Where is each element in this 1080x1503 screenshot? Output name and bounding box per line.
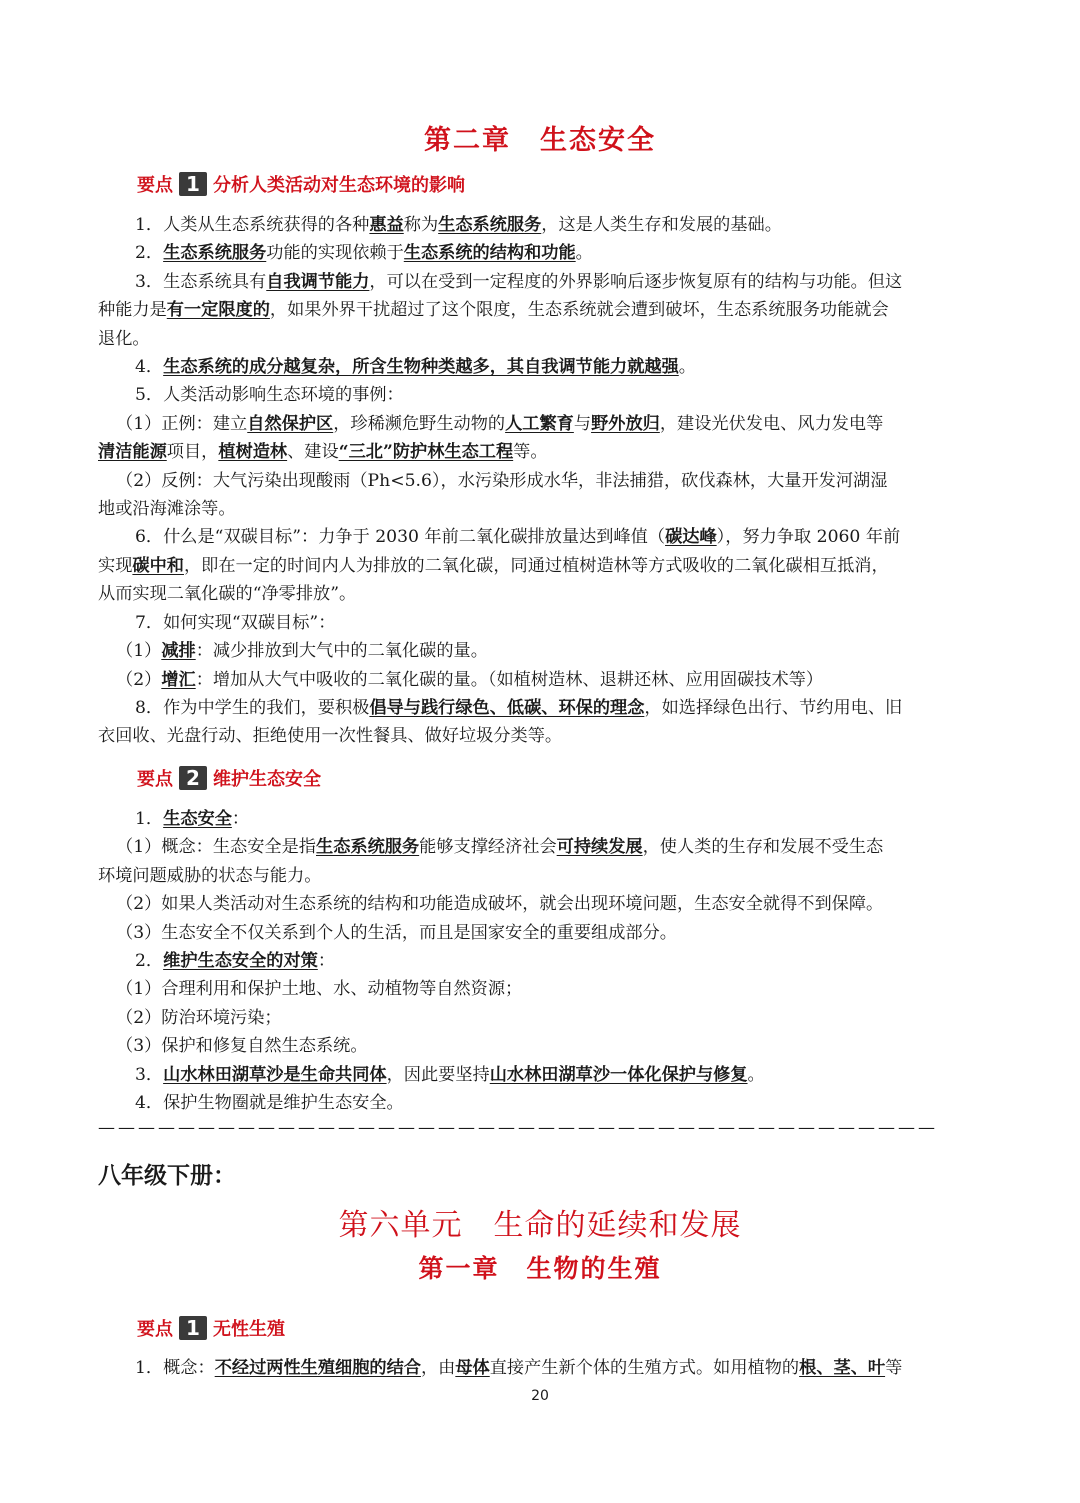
sub-item: （1）概念：生态安全是指生态系统服务能够支撑经济社会可持续发展，使人类的生存和发展不受生态 xyxy=(116,837,884,858)
key-point-header xyxy=(137,1315,285,1341)
grade-heading: 八年级下册： xyxy=(98,1163,236,1189)
page-number: 20 xyxy=(531,1388,549,1404)
paragraph: 7．如何实现“双碳目标”： xyxy=(135,612,336,633)
paragraph-continued: 从而实现二氧化碳的“净零排放”。 xyxy=(98,584,357,605)
section-ecology-impact xyxy=(98,211,988,751)
sub-item: （1）减排：减少排放到大气中的二氧化碳的量。 xyxy=(116,641,488,662)
paragraph: 4．生态系统的成分越复杂，所含生物种类越多，其自我调节能力就越强。 xyxy=(135,357,696,378)
paragraph-continued: 种能力是有一定限度的，如果外界干扰超过了这个限度，生态系统就会遭到破坏，生态系统服务功能就会 xyxy=(98,300,889,321)
chapter-title: 第二章 生态安全 xyxy=(424,125,656,156)
paragraph: 3．山水林田湖草沙是生命共同体，因此要坚持山水林田湖草沙一体化保护与修复。 xyxy=(135,1064,765,1085)
sub-item: （2）反例：大气污染出现酸雨（Ph<5.6），水污染形成水华，非法捕猎，砍伐森林，大量开发河湖湿 xyxy=(116,470,888,491)
paragraph: 5．人类活动影响生态环境的事例： xyxy=(135,385,404,406)
paragraph: 1．生态安全： xyxy=(135,809,250,829)
sub-item-continued: 清洁能源项目，植树造林、建设“三北”防护林生态工程等。 xyxy=(98,442,548,463)
key-point-label: 要点 xyxy=(137,1319,173,1340)
paragraph: 8．作为中学生的我们，要积极倡导与践行绿色、低碳、环保的理念，如选择绿色出行、节约用电、旧 xyxy=(135,697,903,718)
key-point-title: 分析人类活动对生态环境的影响 xyxy=(213,175,465,196)
unit-title: 第六单元 生命的延续和发展 xyxy=(338,1208,742,1243)
paragraph: 3．生态系统具有自我调节能力，可以在受到一定程度的外界影响后逐步恢复原有的结构与功能。但这 xyxy=(135,271,903,292)
key-point-header xyxy=(137,171,465,197)
sub-item: （3）生态安全不仅关系到个人的生活，而且是国家安全的重要组成部分。 xyxy=(116,922,677,943)
paragraph: 1．人类从生态系统获得的各种惠益称为生态系统服务，这是人类生存和发展的基础。 xyxy=(135,215,782,235)
dashed-divider: —————————————————————————————————————————— xyxy=(98,1118,938,1138)
sub-item-continued: 环境问题威胁的状态与能力。 xyxy=(98,865,322,886)
key-point-number-badge: 1 xyxy=(179,1316,207,1340)
sub-item: （2）增汇：增加从大气中吸收的二氧化碳的量。（如植树造林、退耕还林、应用固碳技术等） xyxy=(116,669,824,690)
key-point-header xyxy=(137,765,321,791)
key-point-title: 无性生殖 xyxy=(213,1319,285,1340)
chapter-title: 第一章 生物的生殖 xyxy=(418,1254,662,1283)
paragraph-continued: 衣回收、光盘行动、拒绝使用一次性餐具、做好垃圾分类等。 xyxy=(98,726,563,747)
sub-item: （2）防治环境污染； xyxy=(116,1007,282,1028)
key-point-number-badge: 2 xyxy=(179,766,207,790)
sub-item: （1）合理利用和保护土地、水、动植物等自然资源； xyxy=(116,979,523,1000)
paragraph: 1．概念：不经过两性生殖细胞的结合，由母体直接产生新个体的生殖方式。如用植物的根、茎、叶等 xyxy=(135,1358,903,1378)
sub-item-continued: 地或沿海滩涂等。 xyxy=(98,499,236,520)
sub-item: （2）如果人类活动对生态系统的结构和功能造成破坏，就会出现环境问题，生态安全就得不到保障。 xyxy=(116,894,884,915)
section-asexual-reproduction xyxy=(98,1354,988,1382)
sub-item: （3）保护和修复自然生态系统。 xyxy=(116,1036,368,1057)
section-ecological-security xyxy=(98,805,988,1117)
key-point-label: 要点 xyxy=(137,769,173,790)
paragraph: 2．维护生态安全的对策： xyxy=(135,951,336,972)
key-point-label: 要点 xyxy=(137,175,173,196)
paragraph-continued: 退化。 xyxy=(98,328,150,349)
paragraph: 2．生态系统服务功能的实现依赖于生态系统的结构和功能。 xyxy=(135,243,593,264)
paragraph: 4．保护生物圈就是维护生态安全。 xyxy=(135,1093,404,1114)
paragraph: 6．什么是“双碳目标”：力争于 2030 年前二氧化碳排放量达到峰值（碳达峰），努力争取 2060 年前 xyxy=(135,527,901,548)
sub-item: （1）正例：建立自然保护区，珍稀濒危野生动物的人工繁育与野外放归，建设光伏发电、风力发电等 xyxy=(116,413,884,434)
key-point-number-badge: 1 xyxy=(179,172,207,196)
key-point-title: 维护生态安全 xyxy=(213,769,321,790)
paragraph-continued: 实现碳中和，即在一定的时间内人为排放的二氧化碳，同通过植树造林等方式吸收的二氧化碳相互抵消， xyxy=(98,555,889,576)
